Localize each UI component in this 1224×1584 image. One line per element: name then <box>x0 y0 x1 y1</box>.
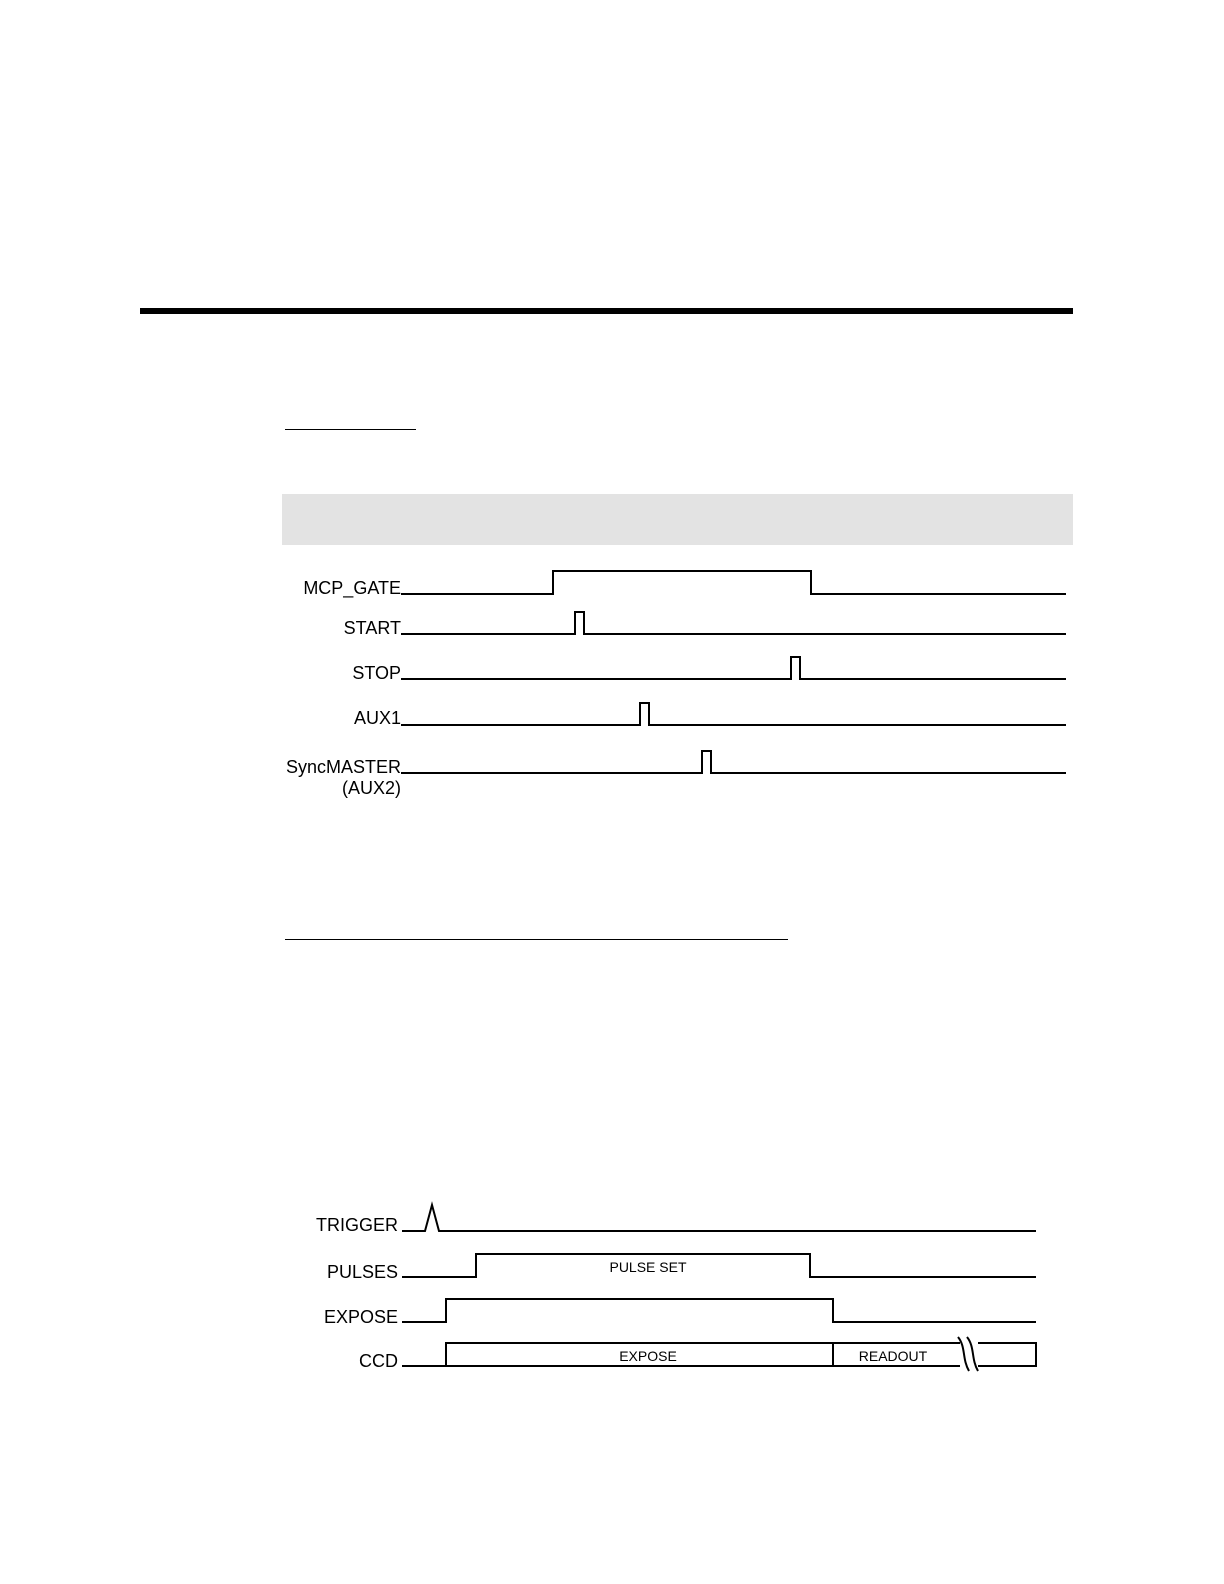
ccd-expose-label: EXPOSE <box>619 1348 677 1364</box>
signal-label-trigger: TRIGGER <box>315 1215 398 1235</box>
signal-label-start: START <box>343 618 401 638</box>
ccd-readout-label: READOUT <box>858 1348 928 1364</box>
signal-label-stop: STOP <box>352 663 401 683</box>
signal-label-mcp-gate: MCP_GATE <box>303 578 401 598</box>
top-timing-diagram <box>286 571 1066 798</box>
signal-label-ccd: CCD <box>359 1351 398 1371</box>
bottom-timing-diagram <box>316 1205 1036 1371</box>
waveform-expose <box>402 1299 1036 1322</box>
waveform-pulses <box>402 1254 1036 1277</box>
waveform-mcp-gate <box>401 571 1066 594</box>
signal-label-syncmaster: SyncMASTER <box>285 757 401 777</box>
waveform-trigger <box>402 1205 1036 1231</box>
waveform-aux1 <box>401 703 1066 725</box>
signal-label-aux1: AUX1 <box>353 708 401 728</box>
signal-sublabel-aux2: (AUX2) <box>341 778 401 798</box>
signal-label-expose: EXPOSE <box>323 1307 398 1327</box>
waveform-stop <box>401 657 1066 679</box>
signal-label-pulses: PULSES <box>326 1262 398 1282</box>
waveform-syncmaster <box>401 751 1066 773</box>
pulse-set-label: PULSE SET <box>609 1259 687 1275</box>
waveform-start <box>401 612 1066 634</box>
